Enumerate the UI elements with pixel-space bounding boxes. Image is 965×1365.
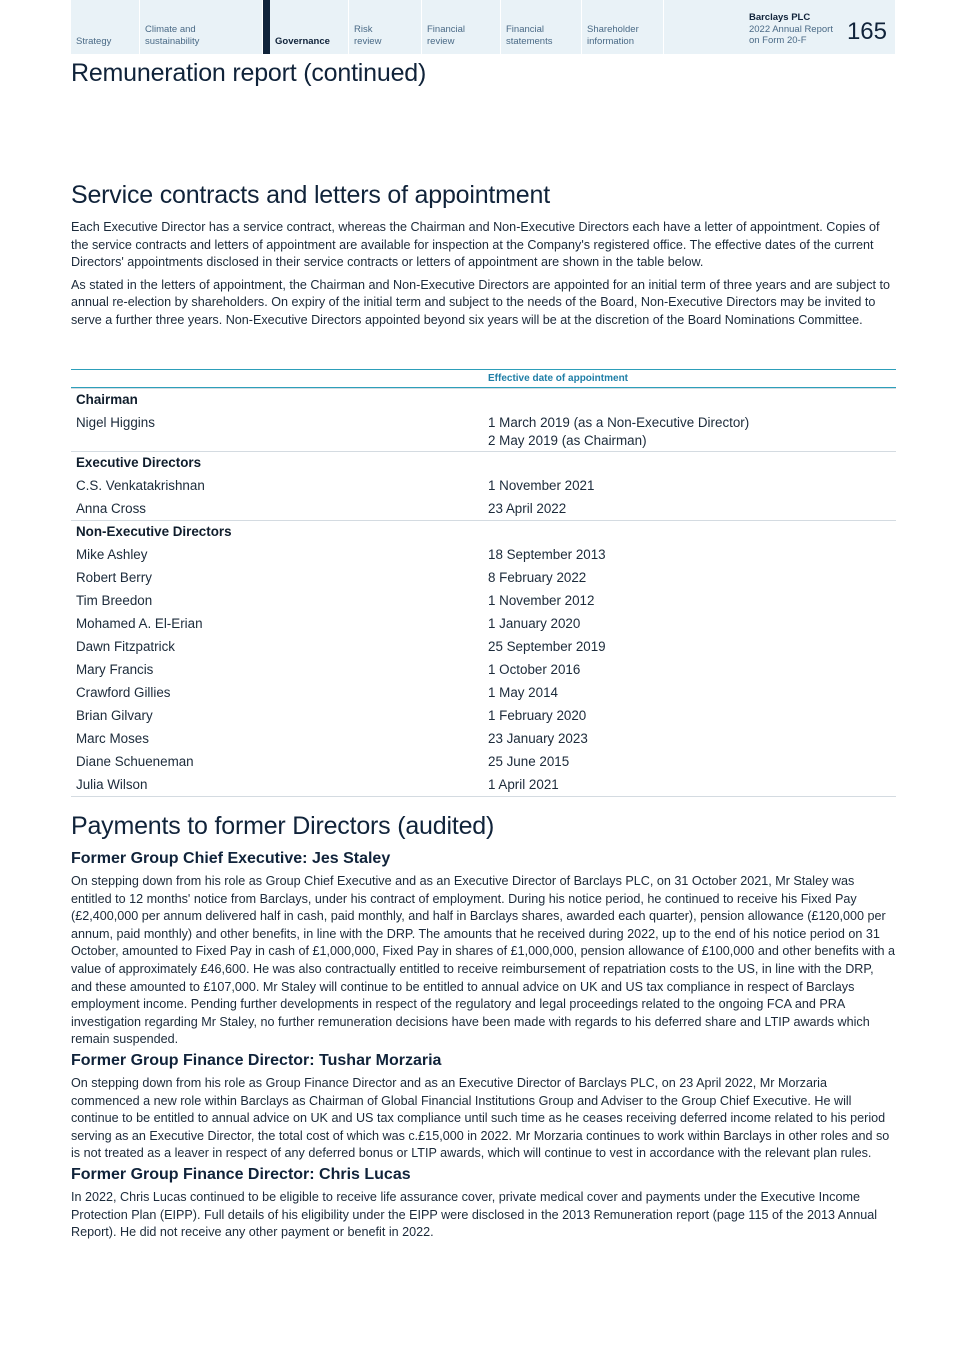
director-name: Brian Gilvary: [76, 708, 153, 723]
report-meta: [749, 12, 833, 47]
director-name: Diane Schueneman: [76, 754, 194, 769]
page-title: Remuneration report (continued): [71, 59, 427, 87]
tab-financial-statements[interactable]: Financial statements: [501, 0, 582, 54]
chairman-heading: Chairman: [76, 392, 138, 407]
table-row: [71, 681, 896, 704]
top-navigation: [71, 0, 895, 54]
director-name: Julia Wilson: [76, 777, 148, 792]
appointment-date: 1 February 2020: [488, 708, 587, 723]
executive-directors-heading: Executive Directors: [76, 455, 202, 470]
effective-date-header: Effective date of appointment: [488, 373, 629, 384]
non-executive-directors-heading: Non-Executive Directors: [76, 524, 232, 539]
appointment-date: 18 September 2013: [488, 547, 606, 562]
director-name: Marc Moses: [76, 731, 149, 746]
director-name: Robert Berry: [76, 570, 152, 585]
appointment-date: 1 November 2012: [488, 593, 595, 608]
table-row: [71, 543, 896, 566]
executive-directors-group: [71, 451, 896, 520]
director-name: C.S. Venkatakrishnan: [76, 478, 205, 493]
table-row: [71, 589, 896, 612]
appointment-date: 1 January 2020: [488, 616, 581, 631]
appointment-date: 25 September 2019: [488, 639, 606, 654]
staley-heading: Former Group Chief Executive: Jes Staley: [71, 850, 391, 867]
table-row: [71, 773, 896, 796]
appointment-date: 1 April 2021: [488, 777, 559, 792]
service-contracts-paragraph-2: As stated in the letters of appointment, the Chairman and Non-Executive Directors are appointed for an initial term of three years and are subject to annual re-election by shareholders. On expiry of the initial term and subject to the needs of the Board, Non-Executive Directors may be invited to serve a further three years. Non-Executive Directors appointed beyond six years will be at the discretion of the Board Nominations Committee.: [71, 277, 891, 327]
director-name: Nigel Higgins: [76, 415, 155, 430]
appointment-date: 2 May 2019 (as Chairman): [488, 432, 647, 448]
table-row: [71, 411, 896, 451]
report-info: [664, 0, 895, 54]
tab-strategy[interactable]: Strategy: [71, 0, 140, 54]
table-row: [71, 727, 896, 750]
table-header: [71, 369, 896, 388]
lucas-paragraph: In 2022, Chris Lucas continued to be eligible to receive life assurance cover, private medical cover and payments under the Executive Income Protection Plan (EIPP). Full details of his eligibility under the EIPP were disclosed in the 2013 Remuneration report (page 115 of the 2013 Annual Report). He did not receive any other payment or benefit in 2022.: [71, 1189, 878, 1240]
company-name: Barclays PLC: [748, 12, 811, 23]
table-row: [71, 566, 896, 589]
tab-governance[interactable]: Governance: [263, 0, 349, 54]
director-name: Tim Breedon: [76, 593, 153, 608]
morzaria-heading: Former Group Finance Director: Tushar Morzaria: [71, 1051, 442, 1069]
table-bottom-rule: [71, 796, 896, 797]
director-name: Anna Cross: [76, 501, 146, 516]
report-name-line2: on Form 20-F: [748, 35, 807, 46]
table-row: [71, 635, 896, 658]
morzaria-paragraph: On stepping down from his role as Group Finance Director and as an Executive Director of Barclays PLC, on 23 April 2022, Mr Morzaria commenced a new role within Barclays as Chairman of Global Financial Institutions Group and Adviser to the Group Chief Executive. He will continue to be entitled to annual advice on UK and US tax compliance until such time as he ceases receiving deferred income related to his period serving as an Executive Director, the total cost of which was c.£15,000 in 2022. Mr Morzaria continues to work within Barclays in other roles and so is not treated as a leaver in respect of any deferred bonus or LTIP awards, which will continue to vest in accordance with the relevant plan rules.: [71, 1075, 890, 1161]
table-row: [71, 497, 896, 520]
appointment-date: 23 April 2022: [488, 501, 567, 516]
lucas-heading: Former Group Finance Director: Chris Lucas: [71, 1165, 411, 1183]
service-contracts-title: Service contracts and letters of appointment: [71, 181, 550, 209]
tab-climate-sustainability[interactable]: Climate and sustainability: [140, 0, 263, 54]
tab-shareholder-information[interactable]: Shareholder information: [582, 0, 664, 54]
appointment-date: 8 February 2022: [488, 570, 587, 585]
table-row: [71, 750, 896, 773]
appointment-date: 1 October 2016: [488, 662, 581, 677]
staley-paragraph: On stepping down from his role as Group Chief Executive and as an Executive Director of Barclays PLC, on 31 October 2021, Mr Staley was entitled to 12 months' notice from Barclays, under his contract of employment. During his notice period, he continued to receive his Fixed Pay (£2,400,000 per annum delivered half in cash, paid monthly, and half in Barclays shares, awarded each quarter), pension allowance (£120,000 per annum, paid monthly) and other benefits, in line with the DRP. The amounts that he received during 2022, up to the end of his notice period on 31 October, amounted to Fixed Pay in cash of £1,000,000, Fixed Pay in shares of £1,000,000, pension allowance of £100,000 and other benefits with a value of approximately £46,600. He was also contractually entitled to receive reimbursement of repatriation costs to the US, in line with the DRP, and these amounted to £107,000. Mr Staley will continue to be entitled to annual advice on UK and US tax compliance in respect of Barclays employment income. Pending further developments in respect of the regulatory and legal proceedings related to the ongoing FCA and PRA investigation regarding Mr Staley, no further remuneration decisions have been made with regards to his deferred share and LTIP awards which remain suspended.: [71, 874, 896, 1047]
director-name: Crawford Gillies: [76, 685, 171, 700]
table-row: [71, 658, 896, 681]
service-contracts-section: [71, 181, 897, 330]
non-executive-directors-group: [71, 520, 896, 796]
chairman-group: [71, 388, 896, 451]
tab-risk-review[interactable]: Risk review: [349, 0, 422, 54]
report-name-line1: 2022 Annual Report: [748, 23, 833, 35]
director-name: Dawn Fitzpatrick: [76, 639, 175, 654]
appointment-date: 1 May 2014: [488, 685, 558, 700]
appointment-date: 25 June 2015: [488, 754, 570, 769]
table-row: [71, 612, 896, 635]
former-directors-section: [71, 812, 897, 1245]
appointment-date: 1 March 2019 (as a Non-Executive Director): [488, 415, 750, 430]
appointment-date: 23 January 2023: [488, 731, 588, 746]
table-row: [71, 474, 896, 497]
director-name: Mike Ashley: [76, 547, 148, 562]
page-number: 165: [846, 18, 887, 45]
appointments-table: [71, 369, 896, 797]
table-row: [71, 704, 896, 727]
appointment-date: 1 November 2021: [488, 478, 595, 493]
service-contracts-paragraph-1: Each Executive Director has a service contract, whereas the Chairman and Non-Executive Directors each have a letter of appointment. Copies of the service contracts and letters of appointment are available for inspection at the Company's registered office. The effective dates of the current Directors' appointments disclosed in their service contracts or letters of appointment are shown in the table below.: [71, 220, 880, 270]
tab-financial-review[interactable]: Financial review: [422, 0, 501, 54]
former-directors-title: Payments to former Directors (audited): [71, 812, 495, 840]
director-name: Mary Francis: [76, 662, 154, 677]
director-name: Mohamed A. El-Erian: [76, 616, 203, 631]
